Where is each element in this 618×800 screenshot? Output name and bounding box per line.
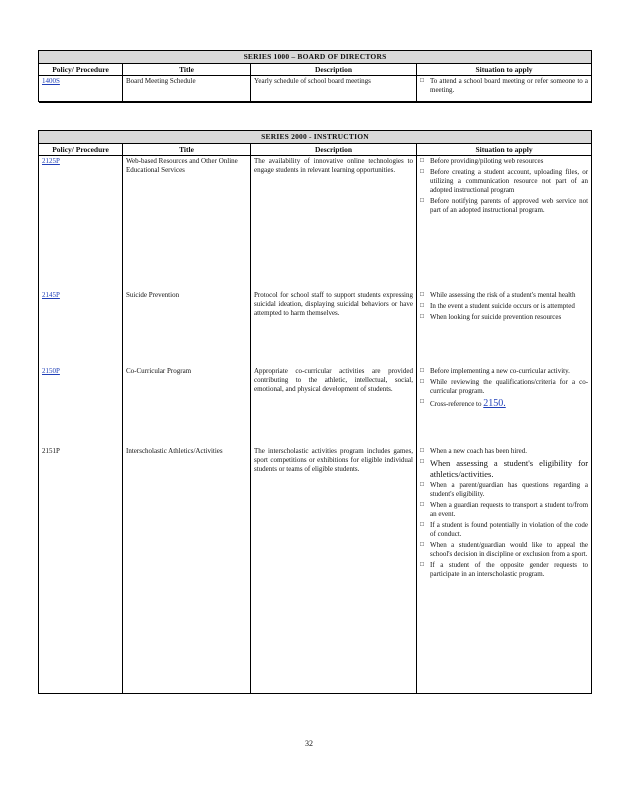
policy-link-1400s[interactable]: 1400S — [42, 77, 60, 86]
situation-item: □ Before implementing a new co-curricular activity. — [420, 367, 588, 376]
situation-item: □ To attend a school board meeting or refer someone to a meeting. — [420, 77, 588, 95]
situation-item: □ While reviewing the qualifications/criteria for a co-curricular program. — [420, 378, 588, 396]
series-1000-title: SERIES 1000 – BOARD OF DIRECTORS — [39, 51, 592, 64]
situation-item: □ When assessing a student's eligibility for athletics/activities. — [420, 458, 588, 480]
series-1000-table — [38, 50, 592, 103]
situation-item: □ Before providing/piloting web resources — [420, 157, 588, 166]
table-row — [39, 446, 592, 694]
situation-item-crossref — [420, 398, 588, 411]
row-title: Suicide Prevention — [123, 290, 251, 366]
situation-item: □ In the event a student suicide occurs or is attempted — [420, 302, 588, 311]
situation-item: □ Before creating a student account, uploading files, or utilizing a communication resource not part of an adopted instructional program — [420, 168, 588, 195]
crossref-label: Cross-reference to — [430, 399, 482, 408]
header-situation: Situation to apply — [417, 143, 592, 156]
situation-item: □ When looking for suicide prevention resources — [420, 313, 588, 322]
situation-item: □ If a student is found potentially in violation of the code of conduct. — [420, 521, 588, 539]
header-title: Title — [123, 143, 251, 156]
row-description: Yearly schedule of school board meetings — [251, 76, 417, 102]
row-title: Co-Curricular Program — [123, 366, 251, 446]
series-2000-title: SERIES 2000 - INSTRUCTION — [39, 131, 592, 144]
series-2000-table — [38, 130, 592, 694]
header-policy: Policy/ Procedure — [39, 143, 123, 156]
policy-link-2150p[interactable]: 2150P — [42, 366, 60, 375]
table-row — [39, 366, 592, 446]
table-row — [39, 76, 592, 102]
situation-item: □ When a new coach has been hired. — [420, 447, 588, 456]
row-description: The interscholastic activities program includes games, sport competitions or exhibitions for eligible individual students or teams of eligible students. — [251, 446, 417, 694]
policy-code-2151p: 2151P — [42, 446, 60, 455]
row-title: Interscholastic Athletics/Activities — [123, 446, 251, 694]
policy-link-2145p[interactable]: 2145P — [42, 290, 60, 299]
row-description: The availability of innovative online technologies to engage students in relevant learning opportunities. — [251, 156, 417, 290]
row-description: Appropriate co-curricular activities are provided contributing to the athletic, intellectual, social, emotional, and physical development of students. — [251, 366, 417, 446]
table-row — [39, 156, 592, 290]
situation-item: □ While assessing the risk of a student's mental health — [420, 291, 588, 300]
row-title: Board Meeting Schedule — [123, 76, 251, 102]
situation-item: □ Before notifying parents of approved web service not part of an adopted instructional program. — [420, 197, 588, 215]
table-row — [39, 290, 592, 366]
situation-item: □ When a student/guardian would like to appeal the school's decision in discipline or exclusion from a sport. — [420, 541, 588, 559]
header-situation: Situation to apply — [417, 63, 592, 76]
row-description: Protocol for school staff to support students expressing suicidal ideation, displaying suicidal behaviors or have attempted to harm themselves. — [251, 290, 417, 366]
crossref-link-2150[interactable]: 2150. — [483, 397, 506, 409]
page-number: 32 — [305, 739, 313, 748]
header-title: Title — [123, 63, 251, 76]
situation-item: □ When a guardian requests to transport a student to/from an event. — [420, 501, 588, 519]
situation-item: □ If a student of the opposite gender requests to participate in an interscholastic program. — [420, 561, 588, 579]
row-title: Web-based Resources and Other Online Educational Services — [123, 156, 251, 290]
header-description: Description — [251, 143, 417, 156]
situation-item: □ When a parent/guardian has questions regarding a student's eligibility. — [420, 481, 588, 499]
policy-link-2125p[interactable]: 2125P — [42, 157, 60, 166]
header-description: Description — [251, 63, 417, 76]
header-policy: Policy/ Procedure — [39, 63, 123, 76]
